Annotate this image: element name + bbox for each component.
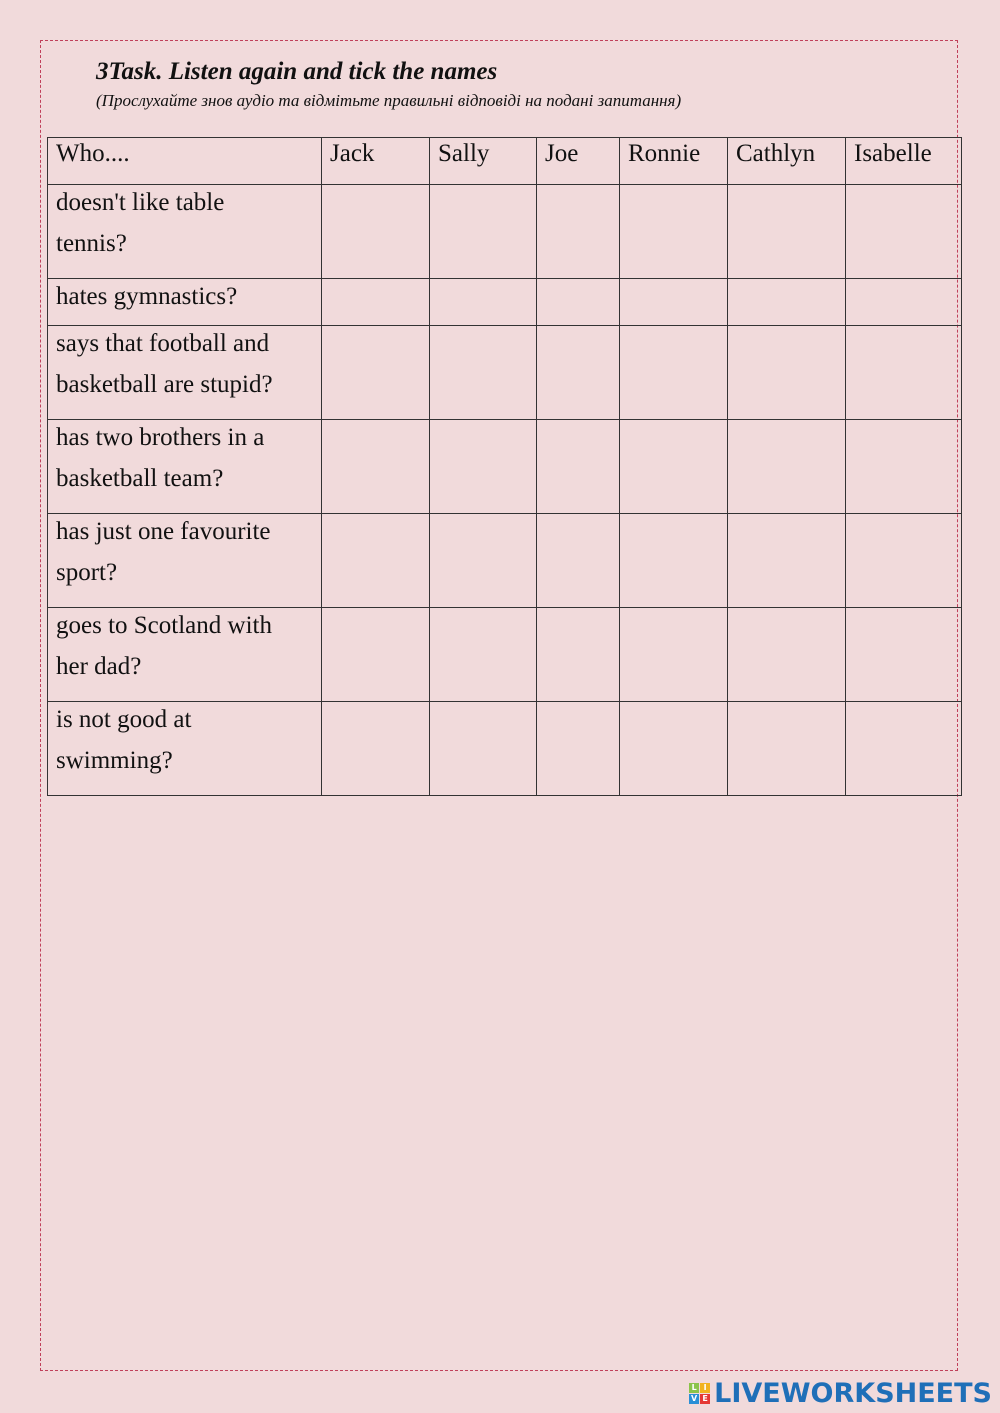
corner-header: Who.... [48,138,322,185]
question-line: has two brothers in a [56,424,265,451]
question-cell [48,326,322,420]
tick-cell-sally[interactable] [430,185,537,279]
tick-cell-sally[interactable] [430,608,537,702]
question-line: goes to Scotland with [56,612,272,639]
name-header-isabelle: Isabelle [846,138,962,185]
question-cell [48,420,322,514]
tick-cell-isabelle[interactable] [846,420,962,514]
question-line: her dad? [56,653,142,680]
name-header-jack: Jack [322,138,430,185]
name-header-joe: Joe [537,138,620,185]
tick-cell-cathlyn[interactable] [728,514,846,608]
tick-cell-sally[interactable] [430,279,537,326]
tick-cell-cathlyn[interactable] [728,420,846,514]
task-subtitle: (Прослухайте знов аудіо та відмітьте правильні відповіді на подані запитання) [96,91,682,110]
tick-cell-ronnie[interactable] [620,279,728,326]
tick-cell-jack[interactable] [322,702,430,796]
tick-cell-sally[interactable] [430,702,537,796]
table-row [48,279,962,326]
logo-text: LIVEWORKSHEETS [714,1378,992,1409]
tick-cell-isabelle[interactable] [846,326,962,420]
tick-cell-ronnie[interactable] [620,185,728,279]
answer-table [47,137,962,796]
question-line: hates gymnastics? [56,283,238,310]
tick-cell-sally[interactable] [430,420,537,514]
table-row [48,326,962,420]
name-header-sally: Sally [430,138,537,185]
question-cell [48,702,322,796]
question-line: doesn't like table [56,189,225,216]
tick-cell-jack[interactable] [322,514,430,608]
question-line: tennis? [56,230,127,257]
question-line: is not good at [56,706,192,733]
tick-cell-cathlyn[interactable] [728,702,846,796]
tick-cell-joe[interactable] [537,185,620,279]
question-cell [48,608,322,702]
tick-cell-ronnie[interactable] [620,326,728,420]
question-line: sport? [56,559,118,586]
question-line: has just one favourite [56,518,271,545]
tick-cell-joe[interactable] [537,514,620,608]
tick-cell-sally[interactable] [430,514,537,608]
tick-cell-ronnie[interactable] [620,702,728,796]
logo-letter-v: V [691,1394,698,1403]
question-line: says that football and [56,330,270,357]
tick-cell-jack[interactable] [322,279,430,326]
tick-cell-cathlyn[interactable] [728,279,846,326]
name-header-cathlyn: Cathlyn [728,138,846,185]
question-cell [48,185,322,279]
tick-cell-cathlyn[interactable] [728,608,846,702]
tick-cell-ronnie[interactable] [620,420,728,514]
tick-cell-ronnie[interactable] [620,514,728,608]
tick-cell-cathlyn[interactable] [728,326,846,420]
tick-cell-joe[interactable] [537,608,620,702]
tick-cell-isabelle[interactable] [846,608,962,702]
table-row [48,185,962,279]
question-line: swimming? [56,747,173,774]
table-row [48,702,962,796]
table-row [48,420,962,514]
tick-cell-jack[interactable] [322,608,430,702]
header-row [48,138,962,185]
question-cell [48,514,322,608]
tick-cell-jack[interactable] [322,185,430,279]
tick-cell-jack[interactable] [322,420,430,514]
tick-cell-isabelle[interactable] [846,279,962,326]
tick-cell-sally[interactable] [430,326,537,420]
tick-cell-isabelle[interactable] [846,702,962,796]
task-title: 3Task. Listen again and tick the names [96,58,498,85]
tick-cell-ronnie[interactable] [620,608,728,702]
liveworksheets-logo [689,1378,992,1409]
tick-cell-joe[interactable] [537,420,620,514]
tick-cell-isabelle[interactable] [846,185,962,279]
logo-letter-i: I [700,1383,710,1393]
logo-letter-e: E [700,1394,710,1404]
tick-cell-isabelle[interactable] [846,514,962,608]
tick-cell-joe[interactable] [537,326,620,420]
table-row [48,514,962,608]
tick-cell-joe[interactable] [537,702,620,796]
tick-cell-jack[interactable] [322,326,430,420]
logo-grid-icon [689,1383,710,1404]
table-row [48,608,962,702]
tick-cell-cathlyn[interactable] [728,185,846,279]
name-header-ronnie: Ronnie [620,138,728,185]
question-line: basketball are stupid? [56,371,273,398]
question-line: basketball team? [56,465,224,492]
question-cell [48,279,322,326]
tick-cell-joe[interactable] [537,279,620,326]
logo-letter-l: L [689,1383,699,1393]
